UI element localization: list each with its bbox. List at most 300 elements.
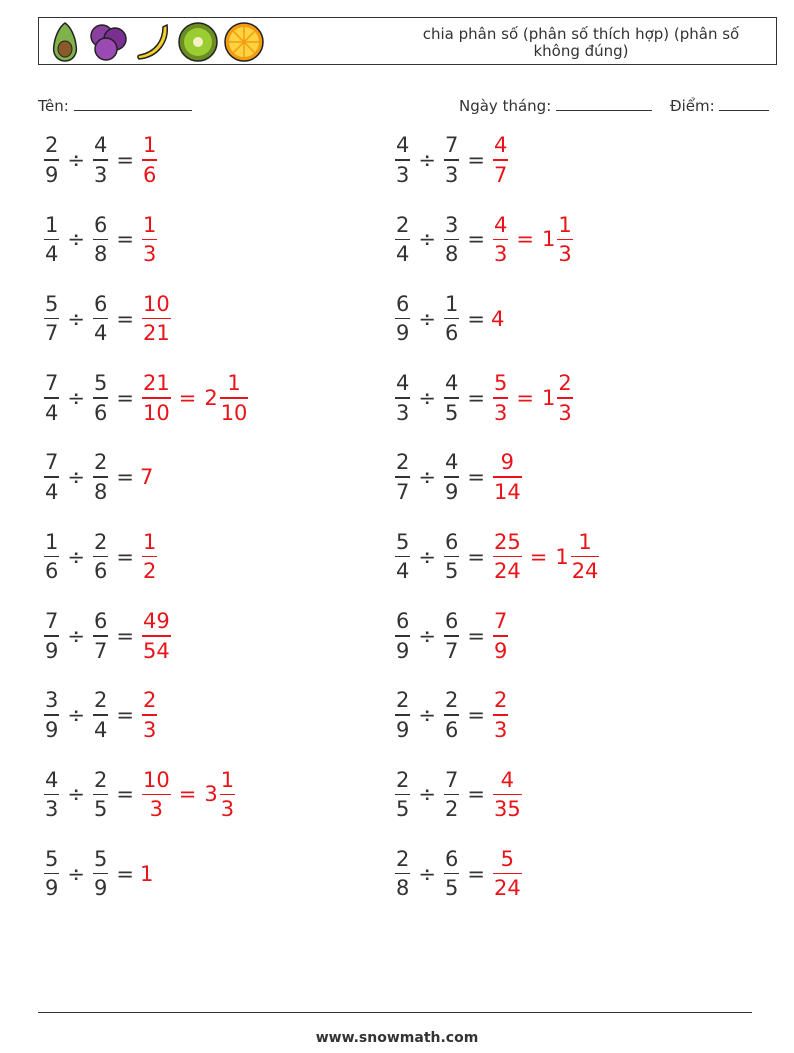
mixed-whole: 2 [204, 385, 218, 410]
fraction-bar [395, 239, 410, 241]
numerator: 4 [500, 767, 515, 792]
denominator: 2 [444, 797, 459, 822]
fraction [44, 292, 59, 346]
answer-integer: 7 [139, 465, 154, 490]
answer-fraction [493, 530, 522, 584]
fraction [93, 133, 108, 187]
divide-sign: ÷ [67, 861, 85, 886]
problem-item [393, 447, 524, 507]
numerator: 7 [444, 767, 459, 792]
fraction-bar [444, 239, 459, 241]
fraction [444, 213, 459, 267]
denominator: 54 [142, 638, 170, 663]
numerator: 1 [45, 212, 59, 237]
problem-item [42, 527, 159, 587]
divide-sign: ÷ [67, 227, 85, 252]
numerator: 5 [396, 529, 410, 554]
equals-sign: = [116, 227, 134, 252]
numerator: 4 [93, 133, 108, 158]
fraction-bar [444, 873, 459, 875]
fraction [93, 847, 108, 901]
denominator: 7 [93, 638, 108, 663]
fraction [93, 768, 108, 822]
equals-sign: = [116, 861, 134, 886]
fraction [395, 371, 410, 425]
denominator: 35 [493, 797, 521, 822]
fraction-bar [93, 159, 108, 161]
denominator: 3 [93, 162, 108, 187]
numerator: 5 [45, 291, 59, 316]
denominator: 6 [444, 321, 459, 346]
numerator: 2 [493, 688, 508, 713]
divide-sign: ÷ [418, 385, 436, 410]
equals-sign: = [116, 465, 134, 490]
numerator: 2 [93, 450, 108, 475]
fraction [93, 609, 108, 663]
fraction-bar [142, 556, 157, 558]
answer-fraction [142, 371, 171, 425]
answer-fraction [142, 133, 157, 187]
mixed-fraction [220, 768, 235, 822]
numerator: 7 [45, 371, 59, 396]
numerator: 5 [493, 371, 508, 396]
denominator: 9 [45, 638, 59, 663]
fraction-bar [493, 794, 522, 796]
worksheet-header [38, 17, 777, 65]
divide-sign: ÷ [418, 782, 436, 807]
answer-integer: 1 [139, 861, 154, 886]
kiwi-icon [177, 21, 219, 63]
problem-item [42, 289, 173, 349]
fraction [444, 688, 459, 742]
fraction-bar [142, 397, 171, 399]
denominator: 8 [396, 876, 410, 901]
numerator: 2 [396, 688, 410, 713]
numerator: 1 [45, 529, 59, 554]
fraction [44, 688, 59, 742]
numerator: 2 [444, 688, 459, 713]
fraction-bar [44, 239, 59, 241]
equals-sign: = [178, 782, 197, 807]
denominator: 3 [493, 242, 508, 267]
fraction [93, 530, 108, 584]
numerator: 7 [493, 609, 508, 633]
numerator: 7 [45, 609, 59, 633]
denominator: 3 [396, 400, 410, 425]
divide-sign: ÷ [418, 306, 436, 331]
problem-item [393, 606, 510, 666]
mixed-fraction [220, 371, 249, 425]
numerator: 4 [493, 212, 508, 237]
answer-fraction [493, 688, 508, 742]
date-field [459, 96, 652, 115]
mixed-fraction [557, 371, 572, 425]
answer-fraction [142, 768, 171, 822]
denominator: 6 [45, 559, 59, 584]
denominator: 6 [93, 400, 108, 425]
equals-sign: = [467, 385, 485, 410]
fraction [444, 292, 459, 346]
divide-sign: ÷ [418, 465, 436, 490]
fraction [395, 133, 410, 187]
fraction-bar [493, 476, 522, 478]
mixed-whole: 1 [555, 544, 569, 569]
numerator: 1 [578, 529, 592, 554]
denominator: 5 [444, 876, 459, 901]
denominator: 4 [93, 717, 108, 742]
fraction-bar [493, 397, 508, 399]
numerator: 6 [396, 291, 410, 316]
fraction-bar [444, 794, 459, 796]
numerator: 9 [500, 450, 515, 475]
problem-item [393, 527, 601, 587]
denominator: 4 [396, 242, 410, 267]
problem-item [42, 764, 237, 824]
divide-sign: ÷ [67, 623, 85, 648]
divide-sign: ÷ [67, 385, 85, 410]
fraction-bar [93, 556, 108, 558]
fraction [44, 213, 59, 267]
fraction-bar [220, 794, 235, 796]
denominator: 4 [396, 559, 410, 584]
mixed-fraction [557, 213, 572, 267]
problem-item [42, 844, 153, 904]
equals-sign: = [467, 861, 485, 886]
answer-fraction [142, 530, 157, 584]
denominator: 5 [444, 559, 459, 584]
fraction-bar [93, 318, 108, 320]
denominator: 3 [493, 400, 508, 425]
denominator: 3 [45, 797, 59, 822]
worksheet-title: chia phân số (phân số thích hợp) (phân số không đúng) [422, 25, 740, 60]
numerator: 21 [142, 371, 170, 396]
fraction-bar [395, 397, 410, 399]
numerator: 10 [142, 767, 170, 792]
numerator: 1 [558, 212, 572, 237]
divide-sign: ÷ [418, 544, 436, 569]
fraction-bar [395, 556, 410, 558]
denominator: 9 [396, 321, 410, 346]
fraction-bar [444, 159, 459, 161]
denominator: 21 [142, 321, 170, 346]
denominator: 9 [396, 717, 410, 742]
orange-icon [223, 21, 265, 63]
denominator: 3 [493, 717, 508, 742]
divide-sign: ÷ [67, 544, 85, 569]
fraction [395, 768, 410, 822]
denominator: 8 [93, 242, 108, 267]
equals-sign: = [116, 623, 134, 648]
answer-integer: 4 [490, 306, 505, 331]
divide-sign: ÷ [67, 703, 85, 728]
denominator: 9 [444, 479, 459, 504]
mixed-whole: 1 [541, 385, 556, 410]
denominator: 4 [93, 321, 108, 346]
fraction-bar [93, 873, 108, 875]
answer-fraction [493, 450, 522, 504]
numerator: 4 [45, 767, 59, 792]
answer-fraction [142, 213, 157, 267]
equals-sign: = [467, 227, 485, 252]
equals-sign: = [467, 703, 485, 728]
numerator: 6 [93, 212, 108, 237]
denominator: 6 [142, 162, 157, 187]
fraction-bar [142, 794, 171, 796]
score-label: Điểm: [670, 97, 715, 115]
problem-item [393, 844, 524, 904]
denominator: 7 [45, 321, 59, 346]
denominator: 14 [493, 479, 521, 504]
fraction-bar [444, 476, 459, 478]
numerator: 2 [93, 767, 108, 792]
numerator: 1 [142, 212, 157, 237]
fraction [93, 213, 108, 267]
fraction [395, 688, 410, 742]
fraction-bar [142, 239, 157, 241]
fraction [444, 371, 459, 425]
fraction-bar [93, 397, 108, 399]
fruit-icons [47, 21, 265, 63]
divide-sign: ÷ [418, 623, 436, 648]
fraction-bar [93, 476, 108, 478]
numerator: 49 [142, 609, 170, 633]
equals-sign: = [467, 465, 485, 490]
denominator: 10 [142, 400, 170, 425]
fraction-bar [493, 635, 508, 637]
numerator: 4 [444, 450, 459, 475]
denominator: 3 [444, 162, 459, 187]
numerator: 6 [444, 609, 459, 633]
problem-item [393, 209, 575, 269]
footer-divider [38, 1012, 752, 1013]
fraction-bar [44, 318, 59, 320]
mixed-fraction [571, 530, 600, 584]
fraction [93, 292, 108, 346]
score-field [670, 96, 769, 115]
denominator: 5 [93, 797, 108, 822]
numerator: 6 [396, 609, 410, 633]
numerator: 3 [45, 688, 59, 713]
fraction [395, 847, 410, 901]
fraction [93, 688, 108, 742]
denominator: 4 [45, 400, 59, 425]
answer-fraction [493, 371, 508, 425]
equals-sign: = [116, 385, 134, 410]
problem-item [393, 764, 524, 824]
divide-sign: ÷ [67, 148, 85, 172]
fraction [444, 530, 459, 584]
divide-sign: ÷ [67, 306, 85, 331]
divide-sign: ÷ [67, 782, 85, 807]
numerator: 6 [444, 846, 459, 871]
denominator: 4 [45, 242, 59, 267]
numerator: 4 [396, 133, 410, 158]
answer-fraction [493, 609, 508, 663]
fraction [444, 609, 459, 663]
fraction [44, 371, 59, 425]
denominator: 6 [93, 559, 108, 584]
fraction [44, 847, 59, 901]
numerator: 5 [93, 371, 108, 396]
denominator: 24 [571, 559, 599, 584]
fraction-bar [493, 714, 508, 716]
fraction-bar [444, 556, 459, 558]
numerator: 4 [493, 133, 508, 158]
denominator: 9 [45, 717, 59, 742]
fraction [44, 768, 59, 822]
fraction-bar [395, 159, 410, 161]
fraction-bar [44, 476, 59, 478]
fraction-bar [142, 159, 157, 161]
fraction-bar [44, 714, 59, 716]
denominator: 10 [220, 400, 248, 425]
fraction-bar [493, 873, 522, 875]
equals-sign: = [516, 227, 534, 252]
denominator: 3 [142, 717, 157, 742]
fraction-bar [44, 794, 59, 796]
numerator: 1 [227, 371, 241, 396]
denominator: 5 [396, 797, 410, 822]
fraction [395, 609, 410, 663]
numerator: 4 [444, 371, 459, 396]
problem-item [42, 130, 159, 190]
fraction [93, 450, 108, 504]
numerator: 2 [396, 767, 410, 792]
numerator: 5 [500, 846, 515, 871]
mixed-whole: 3 [204, 782, 218, 807]
answer-fraction [142, 609, 171, 663]
equals-sign: = [529, 544, 548, 569]
mixed-whole: 1 [541, 227, 556, 252]
denominator: 9 [396, 638, 410, 663]
denominator: 7 [396, 479, 410, 504]
equals-sign: = [116, 148, 134, 172]
numerator: 2 [396, 450, 410, 475]
answer-fraction [493, 768, 522, 822]
denominator: 3 [149, 797, 164, 822]
answer-fraction [493, 213, 508, 267]
fraction-bar [44, 397, 59, 399]
fraction-bar [395, 318, 410, 320]
fraction-bar [142, 714, 157, 716]
fraction-bar [493, 239, 508, 241]
numerator: 3 [444, 212, 459, 237]
fraction-bar [93, 714, 108, 716]
numerator: 1 [444, 291, 459, 316]
numerator: 10 [142, 291, 170, 316]
equals-sign: = [467, 544, 485, 569]
name-field [38, 96, 192, 115]
fraction-bar [44, 635, 59, 637]
denominator: 4 [45, 479, 59, 504]
numerator: 2 [45, 133, 59, 158]
numerator: 1 [142, 133, 157, 158]
fraction-bar [395, 714, 410, 716]
denominator: 24 [493, 559, 521, 584]
equals-sign: = [516, 385, 534, 410]
denominator: 24 [493, 876, 521, 901]
date-blank [556, 96, 652, 111]
denominator: 9 [493, 638, 508, 663]
numerator: 7 [444, 133, 459, 158]
denominator: 3 [220, 797, 235, 822]
problem-item [42, 368, 250, 428]
fraction-bar [395, 873, 410, 875]
denominator: 7 [493, 162, 508, 187]
name-blank [74, 96, 192, 111]
numerator: 2 [93, 688, 108, 713]
date-label: Ngày tháng: [459, 97, 552, 115]
plums-icon [87, 21, 129, 63]
name-label: Tên: [38, 97, 69, 115]
fraction-bar [571, 556, 600, 558]
equals-sign: = [467, 148, 485, 172]
divide-sign: ÷ [418, 703, 436, 728]
problem-item [393, 685, 510, 745]
fraction [444, 450, 459, 504]
numerator: 6 [93, 291, 108, 316]
answer-fraction [493, 133, 508, 187]
fraction-bar [444, 397, 459, 399]
equals-sign: = [116, 306, 134, 331]
banana-icon [133, 21, 173, 63]
numerator: 2 [142, 688, 157, 713]
numerator: 1 [220, 767, 235, 792]
numerator: 6 [93, 609, 108, 633]
fraction [395, 213, 410, 267]
fraction [444, 847, 459, 901]
fraction-bar [44, 873, 59, 875]
numerator: 5 [93, 846, 108, 871]
denominator: 2 [142, 559, 157, 584]
fraction [93, 371, 108, 425]
footer-url: www.snowmath.com [315, 1030, 479, 1046]
fraction-bar [44, 556, 59, 558]
fraction-bar [395, 476, 410, 478]
denominator: 9 [45, 162, 59, 187]
answer-fraction [493, 847, 522, 901]
numerator: 7 [45, 450, 59, 475]
denominator: 8 [444, 242, 459, 267]
fraction-bar [444, 714, 459, 716]
divide-sign: ÷ [67, 465, 85, 490]
numerator: 1 [142, 529, 157, 554]
fraction [44, 530, 59, 584]
fraction-bar [493, 556, 522, 558]
fraction [444, 133, 459, 187]
denominator: 9 [93, 876, 108, 901]
fraction-bar [444, 318, 459, 320]
equals-sign: = [467, 782, 485, 807]
fraction [444, 768, 459, 822]
problem-item [42, 209, 159, 269]
fraction [44, 133, 59, 187]
problem-item [393, 130, 510, 190]
equals-sign: = [467, 623, 485, 648]
fraction-bar [444, 635, 459, 637]
numerator: 4 [396, 371, 410, 396]
equals-sign: = [116, 703, 134, 728]
fraction [44, 450, 59, 504]
problem-item [393, 289, 504, 349]
fraction-bar [142, 635, 171, 637]
denominator: 3 [396, 162, 410, 187]
equals-sign: = [178, 385, 197, 410]
divide-sign: ÷ [418, 861, 436, 886]
problem-item [393, 368, 575, 428]
fraction-bar [93, 794, 108, 796]
equals-sign: = [467, 306, 485, 331]
